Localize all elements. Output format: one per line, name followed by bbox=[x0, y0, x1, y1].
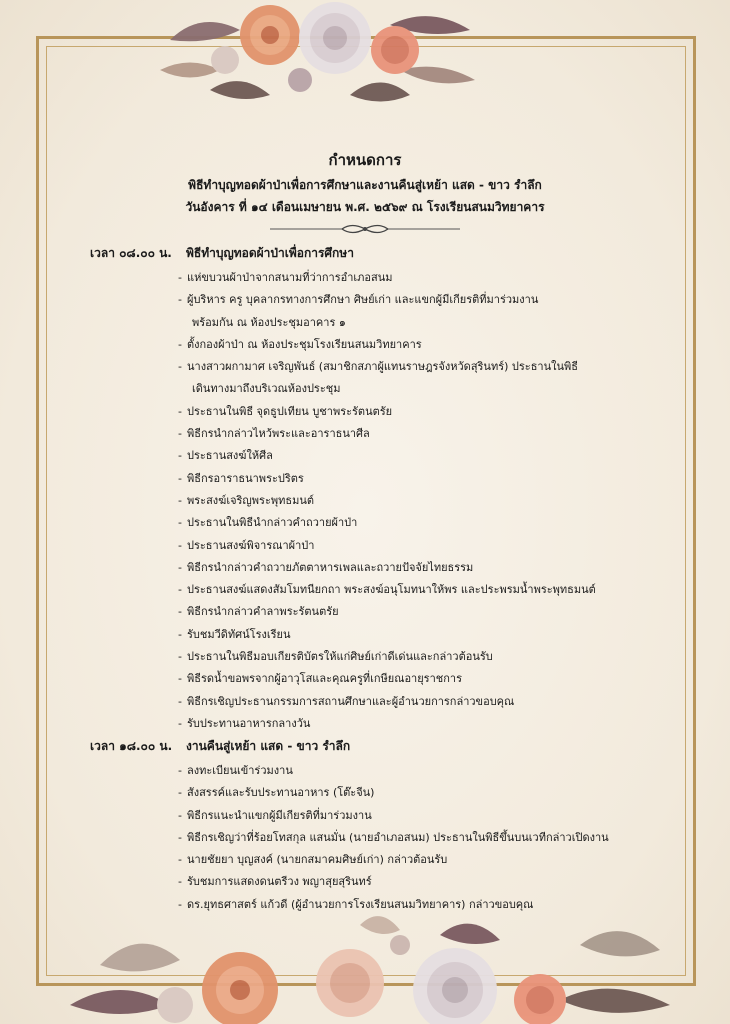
list-item: - รับชมการแสดงดนตรีวง พญาสุยสุรินทร์ bbox=[90, 871, 670, 893]
list-item: - พิธีกรเชิญประธานกรรมการสถานศึกษาและผู้อำนวยการกล่าวขอบคุณ bbox=[90, 691, 670, 713]
list-item: - ลงทะเบียนเข้าร่วมงาน bbox=[90, 760, 670, 782]
list-item-continued: เดินทางมาถึงบริเวณห้องประชุม bbox=[192, 382, 341, 396]
list-item: - พระสงฆ์เจริญพระพุทธมนต์ bbox=[90, 490, 670, 512]
list-item: - นายชัยยา บุญสงค์ (นายกสมาคมศิษย์เก่า) กล่าวต้อนรับ bbox=[90, 849, 670, 871]
list-item: - แห่ขบวนผ้าป่าจากสนามที่ว่าการอำเภอสนม bbox=[90, 267, 670, 289]
floral-top-decoration bbox=[150, 0, 480, 110]
event-date-venue: วันอังคาร ที่ ๑๔ เดือนเมษายน พ.ศ. ๒๕๖๙ ณ โรงเรียนสนมวิทยาคาร bbox=[185, 200, 545, 214]
list-item: - สังสรรค์และรับประทานอาหาร (โต๊ะจีน) bbox=[90, 782, 670, 804]
evening-time: เวลา ๑๘.๐๐ น. bbox=[90, 739, 173, 753]
list-item: - พิธีกรนำกล่าวคำถวายภัตตาหารเพลและถวายปัจจัยไทยธรรม bbox=[90, 557, 670, 579]
morning-title: พิธีทำบุญทอดผ้าป่าเพื่อการศึกษา bbox=[186, 246, 354, 260]
list-item: - ดร.ยุทธศาสตร์ แก้วดี (ผู้อำนวยการโรงเรียนสนมวิทยาคาร) กล่าวขอบคุณ bbox=[90, 894, 670, 916]
event-subtitle: พิธีทำบุญทอดผ้าป่าเพื่อการศึกษาและงานคืนสู่เหย้า แสด - ขาว รำลึก bbox=[188, 178, 542, 192]
morning-items bbox=[90, 267, 670, 735]
list-item: - ประธานสงฆ์ให้ศีล bbox=[90, 445, 670, 467]
divider-ornament bbox=[270, 222, 460, 236]
evening-items bbox=[90, 760, 670, 916]
page-title: กำหนดการ bbox=[328, 151, 402, 169]
list-item-continued: พร้อมกัน ณ ห้องประชุมอาคาร ๑ bbox=[192, 315, 346, 329]
list-item: - นางสาวผกามาศ เจริญพันธ์ (สมาชิกสภาผู้แทนราษฎรจังหวัดสุรินทร์) ประธานในพิธี bbox=[90, 356, 670, 378]
list-item: - พิธีกรแนะนำแขกผู้มีเกียรติที่มาร่วมงาน bbox=[90, 805, 670, 827]
list-item: - พิธีกรนำกล่าวไหว้พระและอาราธนาศีล bbox=[90, 423, 670, 445]
evening-section-heading bbox=[90, 737, 670, 756]
floral-bottom-decoration bbox=[60, 905, 680, 1024]
list-item: - พิธีกรนำกล่าวคำลาพระรัตนตรัย bbox=[90, 601, 670, 623]
list-item: - ตั้งกองผ้าป่า ณ ห้องประชุมโรงเรียนสนมวิทยาคาร bbox=[90, 334, 670, 356]
list-item: - ประธานสงฆ์แสดงสัมโมทนียกถา พระสงฆ์อนุโมทนาให้พร และประพรมน้ำพระพุทธมนต์ bbox=[90, 579, 670, 601]
morning-section bbox=[90, 244, 670, 735]
list-item: - ประธานในพิธีนำกล่าวคำถวายผ้าป่า bbox=[90, 512, 670, 534]
morning-time: เวลา ๐๘.๐๐ น. bbox=[90, 246, 172, 260]
morning-section-heading bbox=[90, 244, 670, 263]
list-item: - ประธานในพิธี จุดธูปเทียน บูชาพระรัตนตรัย bbox=[90, 401, 670, 423]
list-item: - ประธานสงฆ์พิจารณาผ้าป่า bbox=[90, 535, 670, 557]
list-item: - พิธีกรอาราธนาพระปริตร bbox=[90, 468, 670, 490]
evening-section bbox=[90, 737, 670, 916]
list-item: - รับประทานอาหารกลางวัน bbox=[90, 713, 670, 735]
list-item: - ประธานในพิธีมอบเกียรติบัตรให้แก่ศิษย์เก่าดีเด่นและกล่าวต้อนรับ bbox=[90, 646, 670, 668]
evening-title: งานคืนสู่เหย้า แสด - ขาว รำลึก bbox=[186, 739, 351, 753]
list-item: - ผู้บริหาร ครู บุคลากรทางการศึกษา ศิษย์เก่า และแขกผู้มีเกียรติที่มาร่วมงาน bbox=[90, 289, 670, 311]
list-item: - พิธีกรเชิญว่าที่ร้อยโทสกุล แสนมั่น (นายอำเภอสนม) ประธานในพิธีขึ้นบนเวทีกล่าวเปิดงาน bbox=[90, 827, 670, 849]
list-item: - พิธีรดน้ำขอพรจากผู้อาวุโสและคุณครูที่เกษียณอายุราชการ bbox=[90, 668, 670, 690]
list-item: - รับชมวีดิทัศน์โรงเรียน bbox=[90, 624, 670, 646]
